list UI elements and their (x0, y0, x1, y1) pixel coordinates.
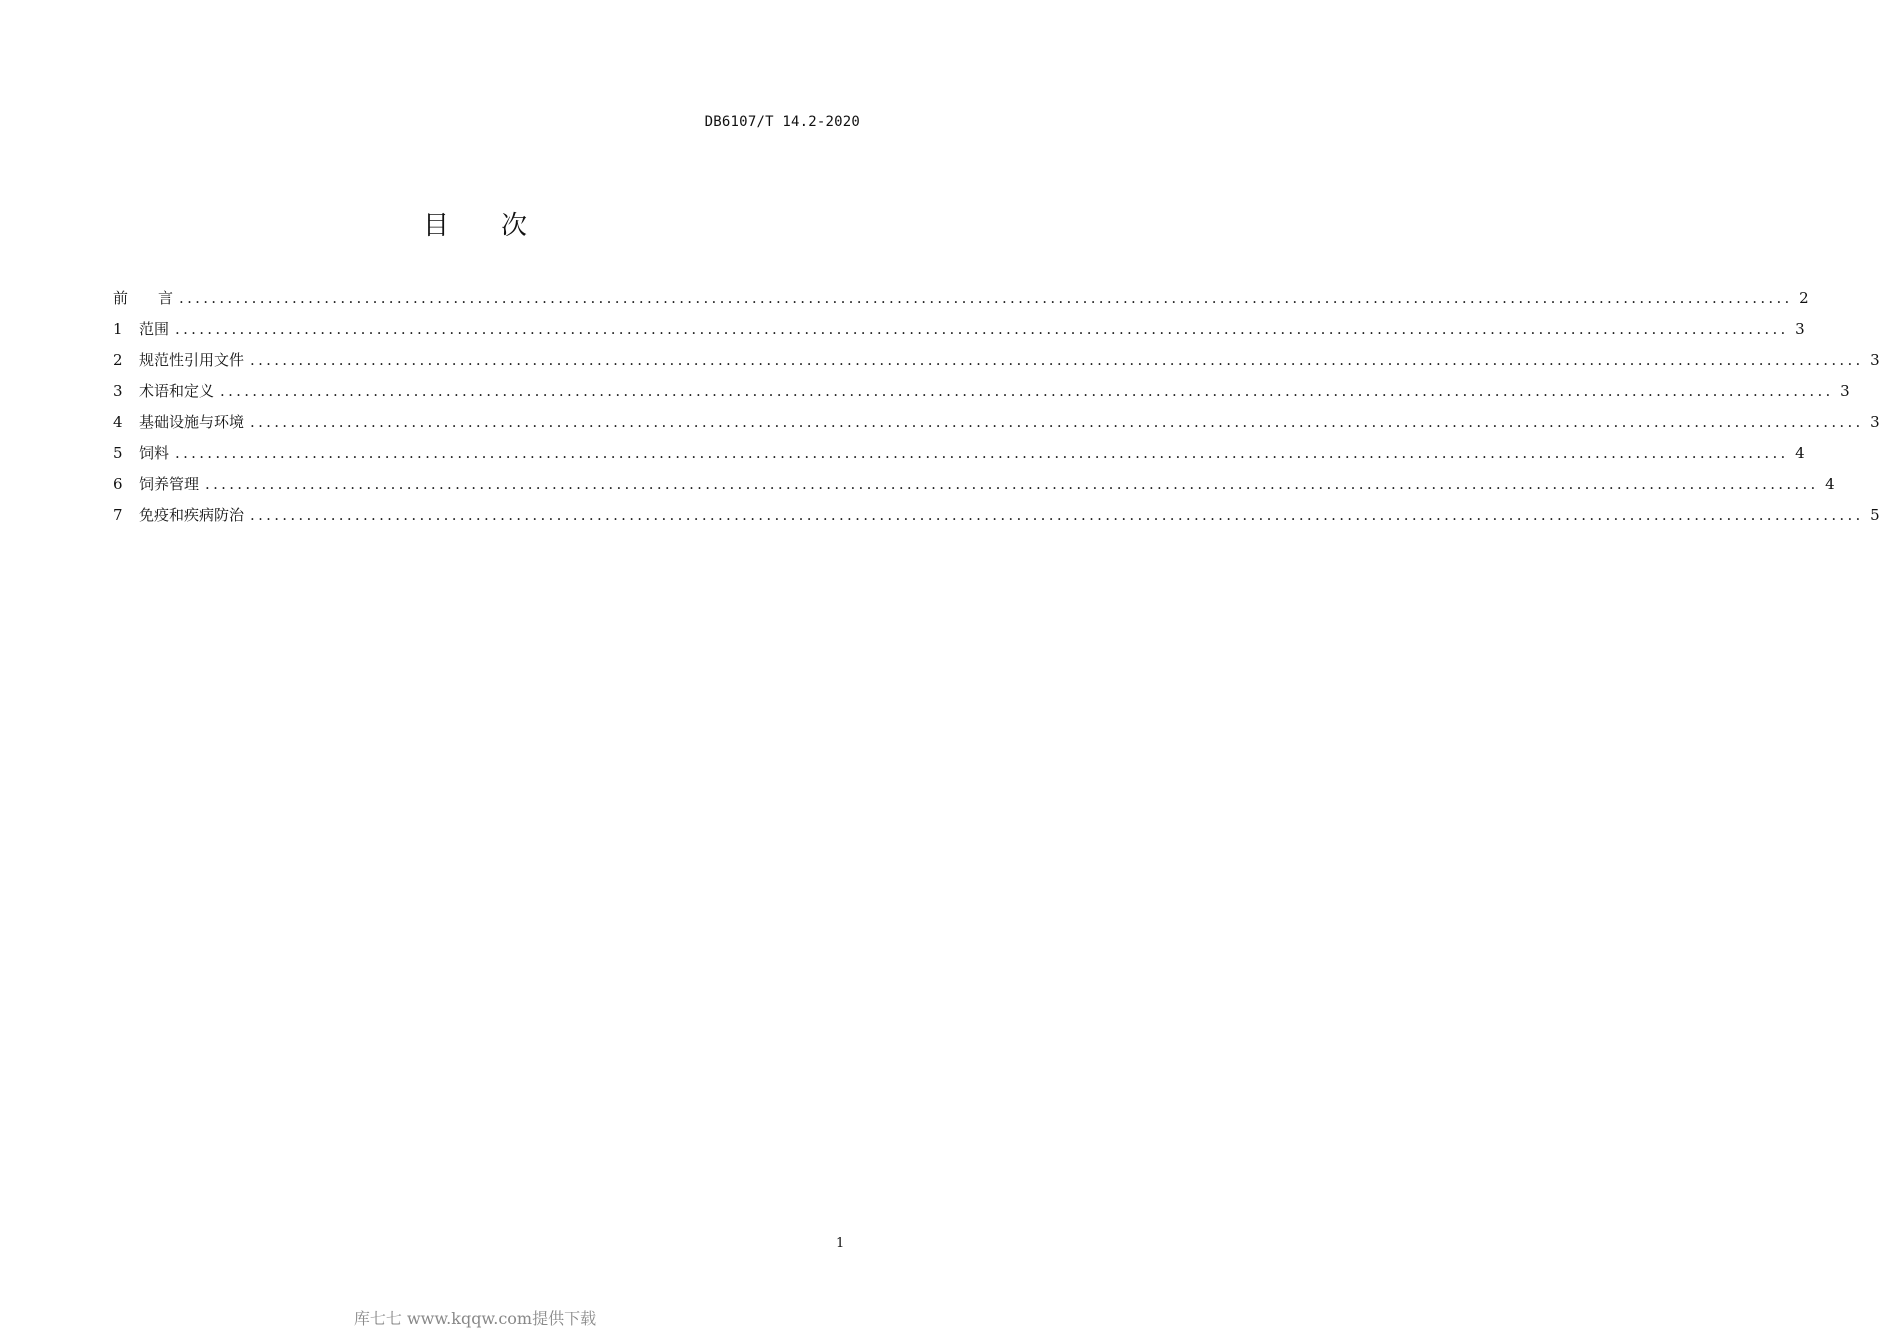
toc-leader-dots: ........................................................................................................................................................................................................ (175, 320, 1789, 338)
toc-entry-page: 5 (1870, 506, 1880, 524)
toc-leader-dots: ........................................................................................................................................................................................................ (205, 475, 1819, 493)
toc-entry-6[interactable] (113, 472, 1835, 503)
toc-entry-page: 3 (1870, 351, 1880, 369)
toc-entry-label: 前言 (113, 289, 204, 307)
toc-entry-number: 5 (113, 444, 123, 462)
toc-entry-number: 7 (113, 506, 123, 524)
toc-entry-page: 2 (1799, 289, 1809, 307)
toc-entry-label: 基础设施与环境 (139, 413, 245, 431)
toc-entry-2[interactable] (113, 348, 1880, 379)
toc-entry-label: 范围 (139, 320, 170, 338)
toc-entry-label: 饲料 (139, 444, 170, 462)
toc-entry-3[interactable] (113, 379, 1850, 410)
page-number: 1 (836, 1236, 845, 1251)
toc-entry-number: 4 (113, 413, 123, 431)
toc-leader-dots: ........................................................................................................................................................................................................ (220, 382, 1834, 400)
toc-entry-number: 1 (113, 320, 123, 338)
toc-entry-4[interactable] (113, 410, 1880, 441)
toc-entry-page: 3 (1795, 320, 1805, 338)
toc-entry-number: 2 (113, 351, 123, 369)
toc-entry-page: 3 (1840, 382, 1850, 400)
table-of-contents (113, 286, 1880, 534)
toc-entry-5[interactable] (113, 441, 1805, 472)
toc-entry-label: 规范性引用文件 (139, 351, 245, 369)
toc-entry-number: 6 (113, 475, 123, 493)
toc-entry-label: 免疫和疾病防治 (139, 506, 245, 524)
toc-entry-label: 术语和定义 (139, 382, 215, 400)
toc-leader-dots: ........................................................................................................................................................................................................ (250, 506, 1864, 524)
footer-download-note: 库七七 www.kqqw.com提供下载 (353, 1309, 597, 1328)
toc-entry-7[interactable] (113, 503, 1880, 534)
toc-entry-page: 4 (1795, 444, 1805, 462)
document-code: DB6107/T 14.2-2020 (704, 114, 860, 130)
toc-leader-dots: ........................................................................................................................................................................................................ (179, 289, 1793, 307)
title-char-2: 次 (501, 211, 528, 241)
toc-entry-foreword[interactable] (113, 286, 1809, 317)
toc-entry-page: 4 (1825, 475, 1835, 493)
title-char-1: 目 (422, 211, 449, 241)
toc-leader-dots: ........................................................................................................................................................................................................ (250, 351, 1864, 369)
toc-leader-dots: ........................................................................................................................................................................................................ (175, 444, 1789, 462)
page-title (0, 205, 950, 242)
toc-entry-1[interactable] (113, 317, 1805, 348)
toc-entry-page: 3 (1870, 413, 1880, 431)
toc-entry-label: 饲养管理 (139, 475, 200, 493)
toc-leader-dots: ........................................................................................................................................................................................................ (250, 413, 1864, 431)
toc-entry-number: 3 (113, 382, 123, 400)
